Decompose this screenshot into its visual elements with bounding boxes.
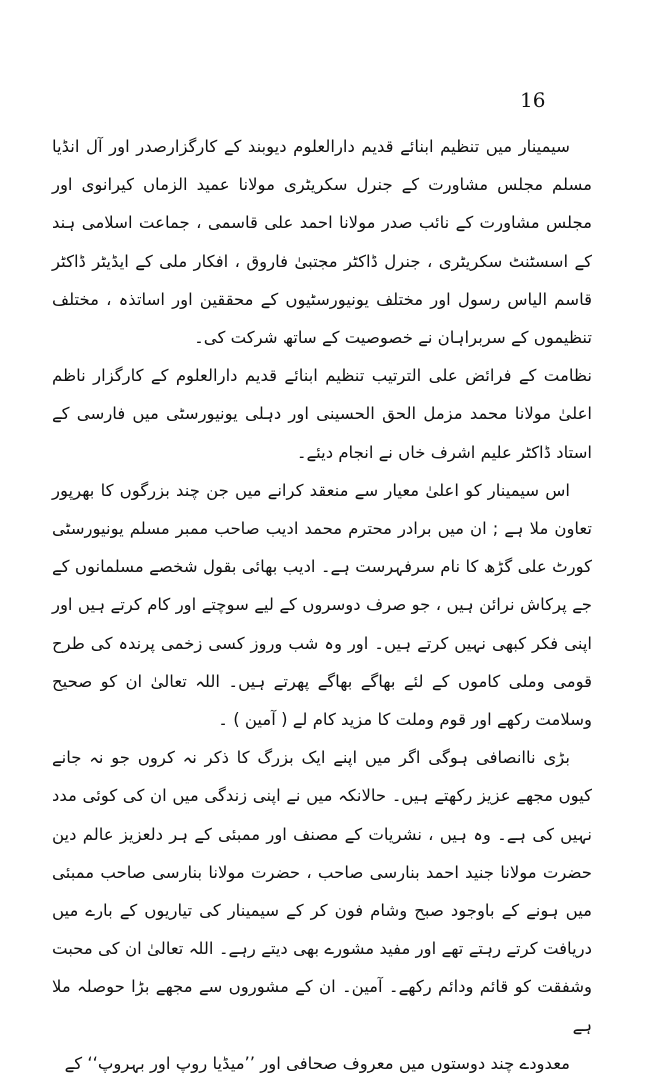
- paragraph-support-adeeb: اس سیمینار کو اعلیٰ معیار سے منعقد کرانے میں جن چند بزرگوں کا بھرپور تعاون ملا ہے ; ان میں برادر محترم محمد ادیب صاحب ممبر مسلم یونیورسٹی کورٹ علی گڑھ کا نام سرفہرست ہے۔ ادیب بھائی بقول شخصے مسلمانوں کے جے پرکاش نرائن ہیں ، جو صرف دوسروں کے لیے سوچتے اور کام کرتے ہیں اور اپنی فکر کبھی نہیں کرتے ہیں۔ اور وہ شب وروز کسی زخمی پرندہ کی طرح قومی وملی کاموں کے لئے بھاگے بھاگے پھرتے ہیں۔ اللہ تعالیٰ ان کو صحیح وسلامت رکھے اور قوم وملت کا مزید کام لے ( آمین ) ۔: [52, 480, 592, 730]
- paragraph-junaid-banarasi: بڑی ناانصافی ہوگی اگر میں اپنے ایک بزرگ کا ذکر نہ کروں جو نہ جانے کیوں مجھے عزیز رکھتے ہیں۔ حالانکہ میں نے اپنی زندگی میں ان کی کوئی مدد نہیں کی ہے۔ وہ ہیں ، نشریات کے مصنف اور ممبئی کے ہر دلعزیز عالم دین حضرت مولانا جنید احمد بنارسی صاحب ، حضرت مولانا بنارسی صاحب ممبئی میں ہونے کے باوجود صبح وشام فون کر کے سیمینار کی تیاریوں کے بارے میں دریافت کرتے رہتے تھے اور مفید مشورے بھی دیتے رہے۔ اللہ تعالیٰ ان کی محبت وشفقت کو قائم ودائم رکھے۔ آمین۔ ان کے مشوروں سے مجھے بڑا حوصلہ ملا ہے: [52, 748, 592, 1035]
- paragraph-moderation: نظامت کے فرائض علی الترتیب تنظیم ابنائے قدیم دارالعلوم کے کارگزار ناظم اعلیٰ مولانا محمد مزمل الحق الحسینی اور دہلی یونیورسٹی میں فارسی کے استاد ڈاکٹر علیم اشرف خاں نے انجام دیئے۔: [52, 366, 592, 462]
- paragraph-friends: معدودے چند دوستوں میں معروف صحافی اور ’’میڈیا روپ اور بہروپ‘‘ کے: [64, 1053, 570, 1073]
- paragraph-seminar-attendees: سیمینار میں تنظیم ابنائے قدیم دارالعلوم دیوبند کے کارگزارصدر اور آل انڈیا مسلم مجلس مشاورت کے جنرل سکریٹری مولانا عمید الزماں کیرانوی اور مجلس مشاورت کے نائب صدر مولانا احمد علی قاسمی ، جماعت اسلامی ہند کے اسسٹنٹ سکریٹری ، جنرل ڈاکٹر مجتبیٰ فاروق ، افکار ملی کے ایڈیٹر ڈاکٹر قاسم الیاس رسول اور مختلف یونیورسٹیوں کے محققین اور اساتذہ ، مختلف تنظیموں کے سربراہان نے خصوصیت کے ساتھ شرکت کی۔: [52, 137, 592, 348]
- page-number: 16: [520, 88, 546, 112]
- body-text: [52, 128, 592, 1083]
